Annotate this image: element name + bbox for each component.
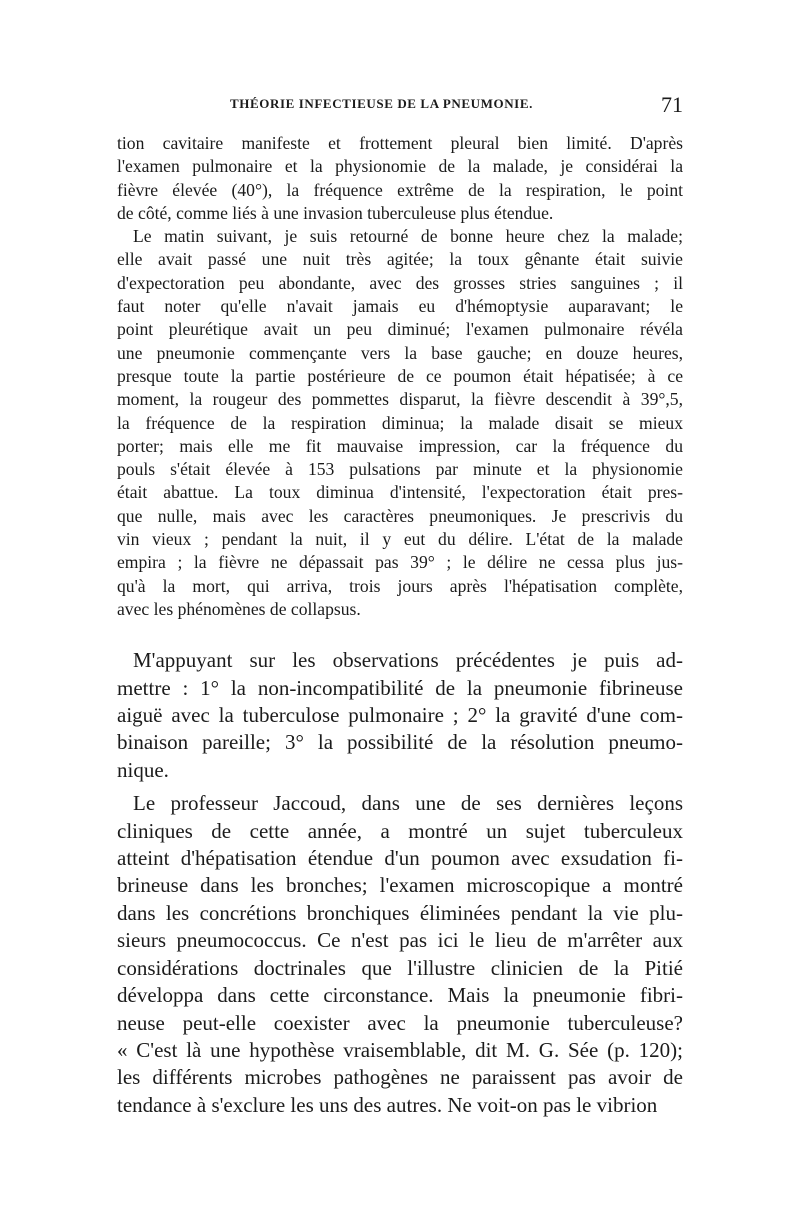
text-line: la fréquence de la respiration diminua; la malade disait se mieux <box>117 412 683 433</box>
text-line: d'expectoration peu abondante, avec des grosses stries sanguines ; il <box>117 272 683 293</box>
text-line: tion cavitaire manifeste et frottement pleural bien limité. D'après <box>117 133 683 153</box>
text-line: pouls s'était élevée à 153 pulsations par minute et la physionomie <box>117 459 683 480</box>
text-line: presque toute la partie postérieure de ce poumon était hépatisée; à ce <box>117 365 683 386</box>
text-line: qu'à la mort, qui arriva, trois jours après l'hépatisation complète, <box>117 575 683 596</box>
text-line: neuse peut-elle coexister avec la pneumonie tuberculeuse? <box>117 1010 683 1035</box>
text-line: les différents microbes pathogènes ne paraissent pas avoir de <box>117 1065 683 1090</box>
text-line: « C'est là une hypothèse vraisemblable, dit M. G. Sée (p. 120); <box>117 1037 683 1062</box>
paragraph <box>117 790 683 1119</box>
text-line: avec les phénomènes de collapsus. <box>117 598 361 619</box>
text-line: cliniques de cette année, a montré un sujet tuberculeux <box>117 818 683 843</box>
text-line: nique. <box>117 757 169 782</box>
text-line: vin vieux ; pendant la nuit, il y eut du délire. L'état de la malade <box>117 529 683 550</box>
book-page <box>117 92 683 1119</box>
text-line: empira ; la fièvre ne dépassait pas 39° ; le délire ne cessa plus jus- <box>117 552 683 573</box>
paragraph <box>117 647 683 784</box>
text-line: mettre : 1° la non-incompatibilité de la pneumonie fibrineuse <box>117 675 683 700</box>
text-line: aiguë avec la tuberculose pulmonaire ; 2° la gravité d'une com- <box>117 703 683 728</box>
text-line: porter; mais elle me fit mauvaise impression, car la fréquence du <box>117 435 683 456</box>
text-line: elle avait passé une nuit très agitée; la toux gênante était suivie <box>117 249 683 270</box>
text-line: brineuse dans les bronches; l'examen microscopique a montré <box>117 873 683 898</box>
running-head <box>117 92 683 118</box>
text-line: M'appuyant sur les observations précédentes je puis ad- <box>133 648 683 673</box>
running-title: THÉORIE INFECTIEUSE DE LA PNEUMONIE. <box>230 96 533 111</box>
paragraph <box>117 132 683 225</box>
text-line: faut noter qu'elle n'avait jamais eu d'hémoptysie auparavant; le <box>117 296 683 317</box>
text-line: de côté, comme liés à une invasion tuberculeuse plus étendue. <box>117 202 554 223</box>
text-line: Le matin suivant, je suis retourné de bonne heure chez la malade; <box>133 226 683 247</box>
text-line: sieurs pneumococcus. Ce n'est pas ici le lieu de m'arrêter aux <box>117 928 683 953</box>
discussion-text <box>117 647 683 1119</box>
case-report-text <box>117 132 683 621</box>
paragraph <box>117 225 683 621</box>
text-line: dans les concrétions bronchiques éliminées pendant la vie plu- <box>117 900 683 925</box>
text-line: considérations doctrinales que l'illustre clinicien de la Pitié <box>117 955 683 980</box>
text-line: Le professeur Jaccoud, dans une de ses dernières leçons <box>133 791 683 816</box>
text-line: l'examen pulmonaire et la physionomie de la malade, je considérai la <box>117 156 683 177</box>
text-line: développa dans cette circonstance. Mais la pneumonie fibri- <box>117 983 683 1008</box>
text-line: point pleurétique avait un peu diminué; l'examen pulmonaire révéla <box>117 319 683 340</box>
text-line: binaison pareille; 3° la possibilité de la résolution pneumo- <box>117 730 683 755</box>
page-number: 71 <box>661 92 683 117</box>
text-line: que nulle, mais avec les caractères pneumoniques. Je prescrivis du <box>117 505 683 526</box>
text-line: moment, la rougeur des pommettes disparut, la fièvre descendit à 39°,5, <box>117 389 683 410</box>
text-line: était abattue. La toux diminua d'intensité, l'expectoration était pres- <box>117 482 683 503</box>
text-line: tendance à s'exclure les uns des autres. Ne voit-on pas le vibrion <box>117 1092 658 1117</box>
text-line: une pneumonie commençante vers la base gauche; en douze heures, <box>117 342 683 363</box>
text-line: fièvre élevée (40°), la fréquence extrême de la respiration, le point <box>117 179 683 200</box>
text-line: atteint d'hépatisation étendue d'un poumon avec exsudation fi- <box>117 846 683 871</box>
